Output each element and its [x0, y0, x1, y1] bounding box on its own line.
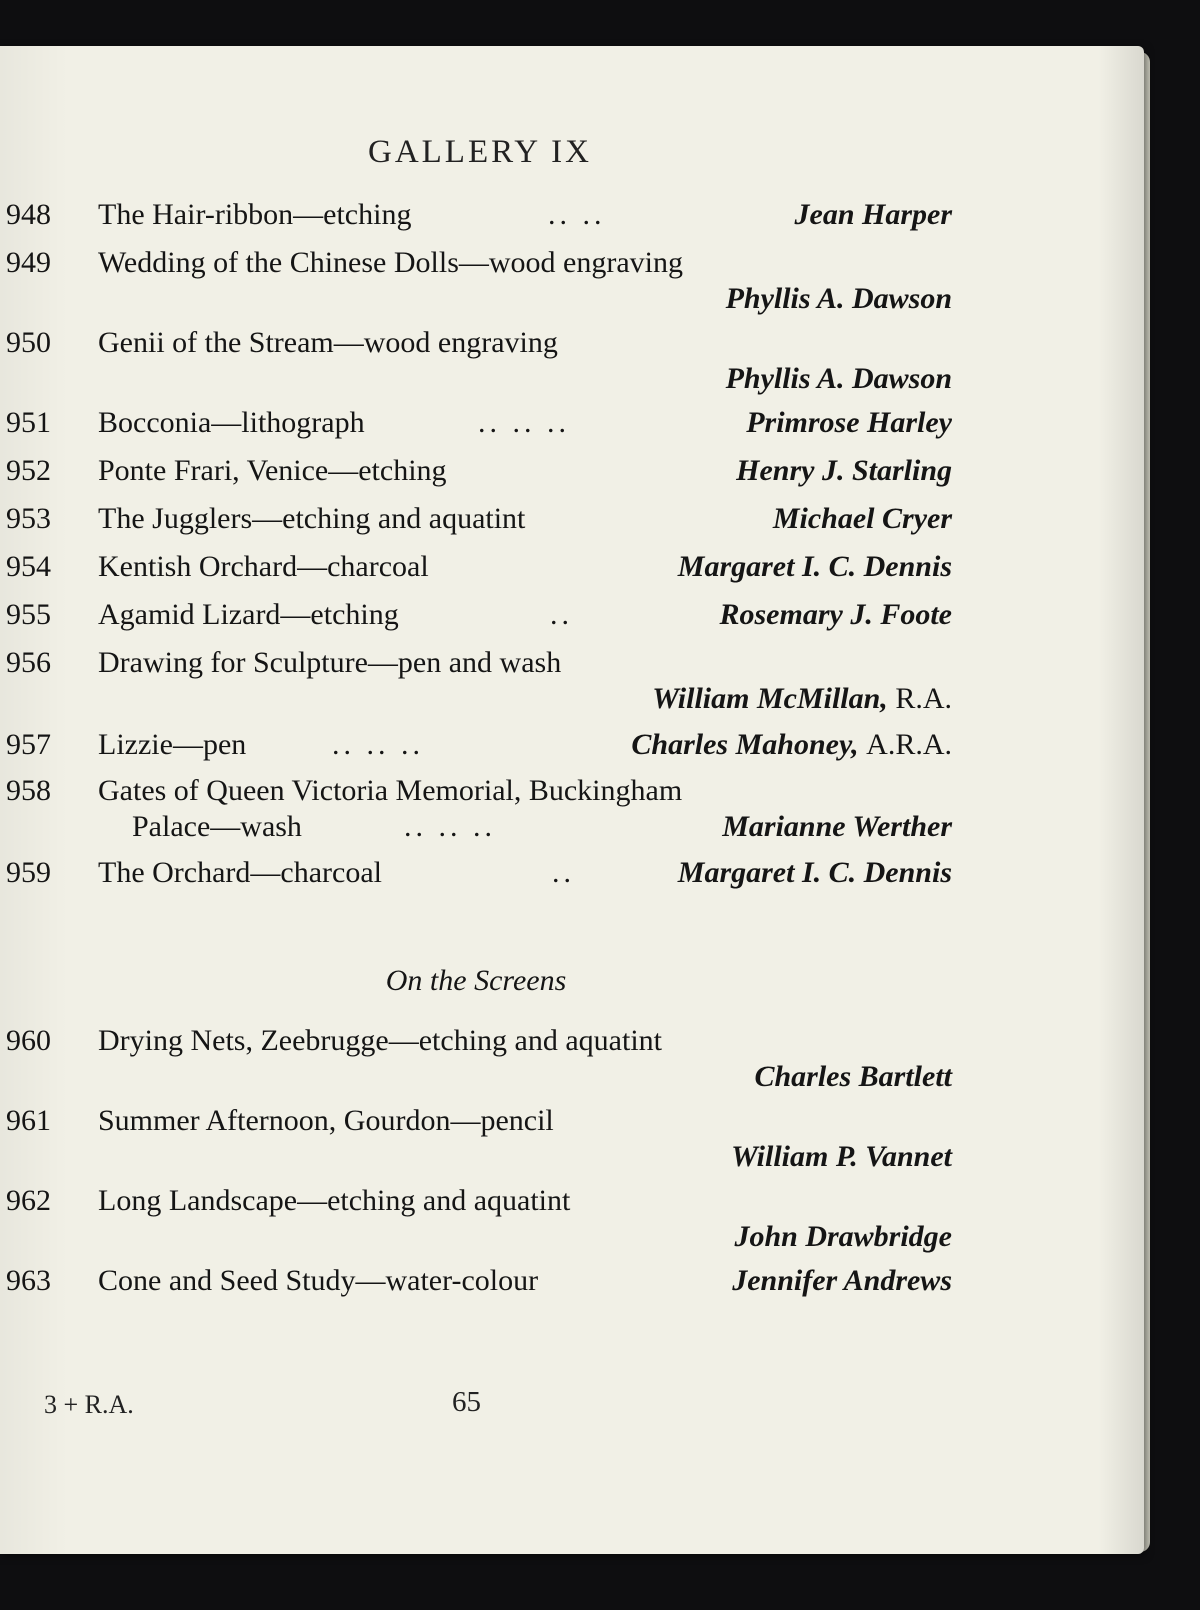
- catalogue-entry: [0, 326, 952, 366]
- leader-dots: .. .. ..: [332, 728, 424, 761]
- entry-title: Gates of Queen Victoria Memorial, Buckingham: [98, 774, 683, 807]
- entry-artist: Henry J. Starling: [736, 454, 952, 487]
- entry-artist: Jean Harper: [794, 198, 952, 231]
- catalogue-entry: [0, 856, 952, 896]
- page-number: 65: [452, 1386, 481, 1418]
- entry-title-continuation: Palace—wash: [132, 810, 302, 843]
- catalogue-entry-artist-line: [0, 1060, 952, 1100]
- entry-artist: Margaret I. C. Dennis: [677, 856, 952, 889]
- catalogue-entry: [0, 550, 952, 590]
- catalogue-entry: [0, 406, 952, 446]
- entry-title: Cone and Seed Study—water-colour: [98, 1264, 539, 1297]
- entry-number: 951: [6, 406, 51, 439]
- entry-number: 962: [6, 1184, 51, 1217]
- catalogue-entry-continuation: [0, 810, 952, 850]
- entry-number: 958: [6, 774, 51, 807]
- entry-number: 960: [6, 1024, 51, 1057]
- catalogue-entry: [0, 1184, 952, 1224]
- entry-number: 959: [6, 856, 51, 889]
- entry-number: 950: [6, 326, 51, 359]
- section-heading-screens: On the Screens: [385, 964, 567, 997]
- artist-honour: A.R.A.: [866, 728, 952, 761]
- entry-number: 949: [6, 246, 51, 279]
- catalogue-entry: [0, 774, 952, 814]
- catalogue-entry: [0, 1104, 952, 1144]
- entry-title: The Jugglers—etching and aquatint: [98, 502, 526, 535]
- entry-title: Summer Afternoon, Gourdon—pencil: [98, 1104, 554, 1137]
- entry-title: The Hair-ribbon—etching: [98, 198, 412, 231]
- entry-title: Long Landscape—etching and aquatint: [98, 1184, 571, 1217]
- catalogue-entry: [0, 646, 952, 686]
- entry-number: 956: [6, 646, 51, 679]
- entry-artist: Charles Bartlett: [754, 1060, 952, 1093]
- catalogue-entry-artist-line: [0, 1220, 952, 1260]
- catalogue-entry-artist-line: [0, 682, 952, 722]
- entry-number: 952: [6, 454, 51, 487]
- entry-artist: William P. Vannet: [731, 1140, 952, 1173]
- entry-artist: [652, 682, 952, 716]
- leader-dots: .. .. ..: [404, 810, 496, 843]
- entry-artist: [631, 728, 952, 762]
- entry-title: Ponte Frari, Venice—etching: [98, 454, 447, 487]
- entry-title: Wedding of the Chinese Dolls—wood engraving: [98, 246, 683, 279]
- entry-artist: Primrose Harley: [746, 406, 952, 439]
- entry-number: 953: [6, 502, 51, 535]
- gallery-title: GALLERY IX: [367, 134, 592, 170]
- entry-title: Drying Nets, Zeebrugge—etching and aquatint: [98, 1024, 662, 1057]
- entry-number: 954: [6, 550, 51, 583]
- leader-dots: ..: [552, 856, 575, 889]
- entry-artist: Jennifer Andrews: [732, 1264, 952, 1297]
- entry-title: Bocconia—lithograph: [98, 406, 365, 439]
- catalogue-entry-artist-line: [0, 1140, 952, 1180]
- catalogue-entry: [0, 502, 952, 542]
- entry-title: Lizzie—pen: [98, 728, 247, 761]
- catalogue-entry: [0, 1024, 952, 1064]
- entry-artist: Michael Cryer: [772, 502, 952, 535]
- entry-artist: Margaret I. C. Dennis: [677, 550, 952, 583]
- entry-number: 961: [6, 1104, 51, 1137]
- catalogue-entry-artist-line: [0, 282, 952, 322]
- entry-artist: Phyllis A. Dawson: [725, 362, 952, 395]
- entry-artist: John Drawbridge: [734, 1220, 952, 1253]
- artist-name: Charles Mahoney,: [631, 728, 859, 761]
- entry-title: Agamid Lizard—etching: [98, 598, 399, 631]
- leader-dots: .. .. ..: [478, 406, 570, 439]
- catalogue-entry-artist-line: [0, 362, 952, 402]
- catalogue-page: [0, 46, 1144, 1554]
- entry-artist: Phyllis A. Dawson: [725, 282, 952, 315]
- entry-number: 957: [6, 728, 51, 761]
- entry-title: The Orchard—charcoal: [98, 856, 383, 889]
- entry-number: 963: [6, 1264, 51, 1297]
- entry-number: 955: [6, 598, 51, 631]
- leader-dots: .. ..: [548, 198, 606, 231]
- entry-artist: Marianne Werther: [722, 810, 952, 843]
- entry-title: Kentish Orchard—charcoal: [98, 550, 429, 583]
- entry-number: 948: [6, 198, 51, 231]
- catalogue-entry: [0, 454, 952, 494]
- entry-title: Genii of the Stream—wood engraving: [98, 326, 558, 359]
- catalogue-entry: [0, 598, 952, 638]
- catalogue-entry: [0, 1264, 952, 1304]
- catalogue-entry: [0, 246, 952, 286]
- artist-honour: R.A.: [895, 682, 952, 715]
- catalogue-entry: [0, 728, 952, 768]
- leader-dots: ..: [550, 598, 573, 631]
- artist-name: William McMillan,: [652, 682, 888, 715]
- entry-title: Drawing for Sculpture—pen and wash: [98, 646, 562, 679]
- signature-mark: 3 + R.A.: [44, 1390, 134, 1419]
- entry-artist: Rosemary J. Foote: [719, 598, 952, 631]
- catalogue-entry: [0, 198, 952, 238]
